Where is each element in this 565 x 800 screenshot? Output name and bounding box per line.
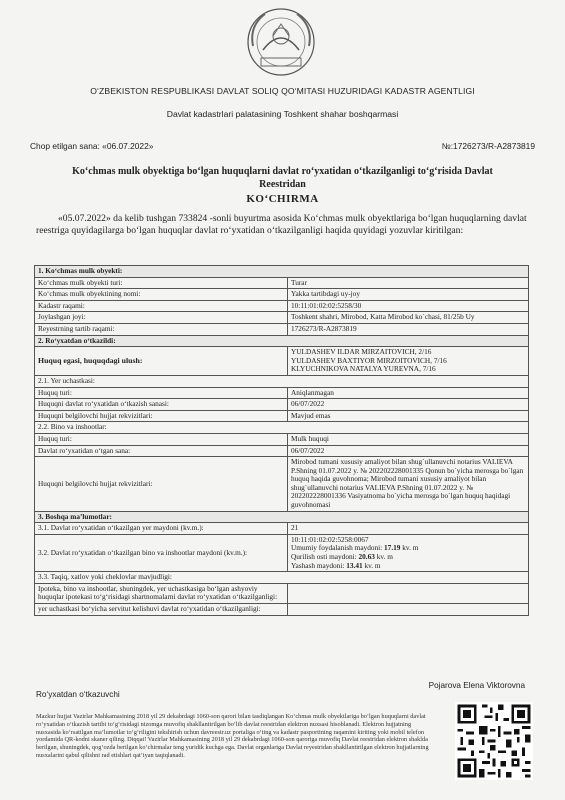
cell-value: Mavjud emas bbox=[288, 410, 529, 422]
document-title: Ko‘chmas mulk obyektiga bo‘lgan huquqlarni davlat ro‘yxatidan o‘tkazilganligi to‘g‘risida Davlat Reestridan bbox=[72, 166, 493, 190]
table-row bbox=[35, 445, 529, 457]
cell-value: Mulk huquqi bbox=[288, 433, 529, 445]
table-row bbox=[35, 277, 529, 289]
cell-label: Kadastr raqami: bbox=[35, 300, 288, 312]
section-heading: 1. Ko‘chmas mulk obyekti: bbox=[35, 266, 529, 278]
subsection-heading: 3.3. Taqiq, xatlov yoki cheklovlar mavjudligi: bbox=[35, 572, 529, 584]
area-label: Umumiy foydalanish maydoni: bbox=[291, 543, 385, 553]
table-row bbox=[35, 347, 529, 376]
table-row bbox=[35, 433, 529, 445]
section-row bbox=[35, 335, 529, 347]
table-row bbox=[35, 312, 529, 324]
agency-name: O‘ZBEKISTON RESPUBLIKASI DAVLAT SOLIQ QO‘MITASI HUZURIDAGI KADASTR AGENTLIGI bbox=[90, 86, 475, 96]
cell-label: Huquqni belgilovchi hujjat rekvizitlari: bbox=[35, 457, 288, 512]
cell-label: Huquq turi: bbox=[35, 387, 288, 399]
subsection-heading: 2.1. Yer uchastkasi: bbox=[35, 375, 529, 387]
registrar-label: Ro‘yxatdan o‘tkazuvchi bbox=[36, 690, 120, 699]
cell-label: Huquq turi: bbox=[35, 433, 288, 445]
cell-value bbox=[288, 604, 529, 616]
area-label: Yashash maydoni: bbox=[291, 560, 347, 570]
owner-entry: YULDASHEV BAXTIYOR MIRZOITOVICH, 7/16 bbox=[291, 355, 447, 365]
cell-label: 3.1. Davlat ro‘yxatidan o‘tkazilgan yer maydoni (kv.m.): bbox=[35, 523, 288, 535]
area-number: 13.41 bbox=[346, 560, 363, 570]
print-date: Chop etilgan sana: «06.07.2022» bbox=[30, 141, 154, 151]
state-emblem-icon bbox=[243, 6, 319, 78]
section-heading: 3. Boshqa ma’lumotlar: bbox=[35, 511, 529, 523]
table-row bbox=[35, 410, 529, 422]
owner-entry: KLYUCHNIKOVA NATALYA YUREVNA, 7/16 bbox=[291, 364, 436, 374]
cell-label: Davlat ro‘yxatidan o‘tgan sana: bbox=[35, 445, 288, 457]
cell-value: Aniqlanmagan bbox=[288, 387, 529, 399]
document-number: №:1726273/R-A2873819 bbox=[441, 141, 535, 151]
cell-label: Reyestrning tartib raqami: bbox=[35, 323, 288, 335]
cell-value: Yakka tartibdagi uy-joy bbox=[288, 289, 529, 301]
table-row bbox=[35, 457, 529, 512]
cell-label: Huquqni belgilovchi hujjat rekvizitlari: bbox=[35, 410, 288, 422]
cell-value: Mirobod tumani xususiy amaliyot bilan shug`ullanuvchi notarius VALIEVA P.Shning 01.07.2022 y. № 202202228001335 Qonun bo`yicha merosga bo`lgan huquq haqida guvohnoma; Mirobod tumani xususiy amaliyot bilan shug`ullanuvchi notarius VALIEVA P.Shning 01.07.2022 y. № 202202228001336 Vasiyatnoma bo`yicha merosga bo`lgan huquq haqidagi guvohnomasi bbox=[288, 457, 529, 512]
cell-label: Huquqni davlat ro‘yxatidan o‘tkazish sanasi: bbox=[35, 399, 288, 411]
section-row bbox=[35, 511, 529, 523]
table-row bbox=[35, 387, 529, 399]
cell-label: Ko‘chmas mulk obyekti turi: bbox=[35, 277, 288, 289]
building-cadastre: 10:11:01:02:02:5258:0067 bbox=[291, 534, 369, 544]
section-row bbox=[35, 422, 529, 434]
subsection-heading: 2.2. Bino va inshootlar: bbox=[35, 422, 529, 434]
cell-value: Toshkent shahri, Mirobod, Katta Mirobod ko`chasi, 81/25b Uy bbox=[288, 312, 529, 324]
table-row bbox=[35, 534, 529, 571]
cell-label: Joylashgan joyi: bbox=[35, 312, 288, 324]
area-label: Qurilish osti maydoni: bbox=[291, 552, 359, 562]
area-unit: kv. m bbox=[362, 560, 381, 570]
table-row bbox=[35, 289, 529, 301]
table-row bbox=[35, 300, 529, 312]
table-row bbox=[35, 399, 529, 411]
cell-value: 06/07/2022 bbox=[288, 399, 529, 411]
cell-value bbox=[288, 583, 529, 603]
cell-label: 3.2. Davlat ro‘yxatidan o‘tkazilgan bino va inshootlar maydoni (kv.m.): bbox=[35, 534, 288, 571]
footnote: Mazkur hujjat Vazirlar Mahkamasining 2018 yil 29 dekabrdagi 1060-son qarori bilan tasdiqlangan Ko‘chmas mulk obyektlariga bo‘lgan huquqlarni davlat ro‘yxatidan o‘tkazish tartibi to‘g‘risidagi nizomga muvofiq shakllantirilgan bo‘lib davlat reestridan elektron nuxsasi hisoblanadi. Elektron hujjatning nusxasida ko‘rsatilgan ma’lumotlar to‘g‘riligini tekshirish uchun davreestr.uz portaliga o‘ting va kadastr pasportining raqamini kiriting yoki mobil telefon yordamida QR-kodni skaner qiling. Diqqat! Vazirlar Mahkamasining 2018 yil 29 dekabrdagi 1060-son qaroriga muvofiq Davlat reestridan elektron shaklda berilgan, shuningdek, qog‘ozda berilgan ko‘chirmalar teng yuridik kuchga ega. Davlat organlariga Davlat reyestridan shakllantirilgan elektron hujjatlarning nusxalarini qabul qilishni rad etishlari qat’iyan taqiqlanadi. bbox=[36, 713, 429, 759]
section-heading: 2. Ro‘yxatdan o‘tkazildi: bbox=[35, 335, 529, 347]
table-row bbox=[35, 523, 529, 535]
cell-value: 06/07/2022 bbox=[288, 445, 529, 457]
intro-paragraph: «05.07.2022» da kelib tushgan 733824 -sonli buyurtma asosida Ko‘chmas mulk obyektlariga bo‘lgan huquqlarning davlat reestriga quyidagilarga bo‘lgan huquqlar davlat ro‘yxatidan o‘tkazilganligi haqida quyidagi yozuvlar kiritilgan: bbox=[36, 213, 527, 236]
section-row bbox=[35, 572, 529, 584]
registrar-name: Pojarova Elena Viktorovna bbox=[428, 681, 525, 690]
table-row bbox=[35, 583, 529, 603]
chamber-name: Davlat kadastrlari palatasining Toshkent shahar boshqarmasi bbox=[166, 109, 399, 119]
cell-value: 21 bbox=[288, 523, 529, 535]
area-number: 20.63 bbox=[358, 552, 375, 562]
cell-value: Turar bbox=[288, 277, 529, 289]
section-row bbox=[35, 266, 529, 278]
cell-value bbox=[288, 534, 529, 571]
cell-value bbox=[288, 347, 529, 376]
section-row bbox=[35, 375, 529, 387]
area-number: 17.19 bbox=[384, 543, 401, 553]
cell-value: 1726273/R-A2873819 bbox=[288, 323, 529, 335]
cell-label: Huquq egasi, huquqdagi ulush: bbox=[35, 347, 288, 376]
cell-label: Ko‘chmas mulk obyektining nomi: bbox=[35, 289, 288, 301]
cell-value: 10:11:01:02:02:5258/30 bbox=[288, 300, 529, 312]
area-living bbox=[291, 562, 525, 571]
qr-code-icon[interactable] bbox=[455, 702, 533, 780]
document-subtitle: KO‘CHIRMA bbox=[246, 193, 319, 205]
registry-table bbox=[34, 265, 529, 616]
cell-label: yer uchastkasi bo‘yicha servitut kelishuvi davlat ro‘yxatidan o‘tkazilganligi: bbox=[35, 604, 288, 616]
area-unit: kv. m bbox=[400, 543, 419, 553]
area-unit: kv. m bbox=[374, 552, 393, 562]
cell-label: Ipoteka, bino va inshootlar, shuningdek, yer uchastkasiga bo‘lgan ashyoviy huquqlar ipotekasi to‘g‘risidagi shartnomalarni davlat ro‘yxatidan o‘tkazilganligi: bbox=[35, 583, 288, 603]
owner-entry: YULDASHEV ILDAR MIRZAITOVICH, 2/16 bbox=[291, 347, 432, 357]
table-row bbox=[35, 323, 529, 335]
table-row bbox=[35, 604, 529, 616]
